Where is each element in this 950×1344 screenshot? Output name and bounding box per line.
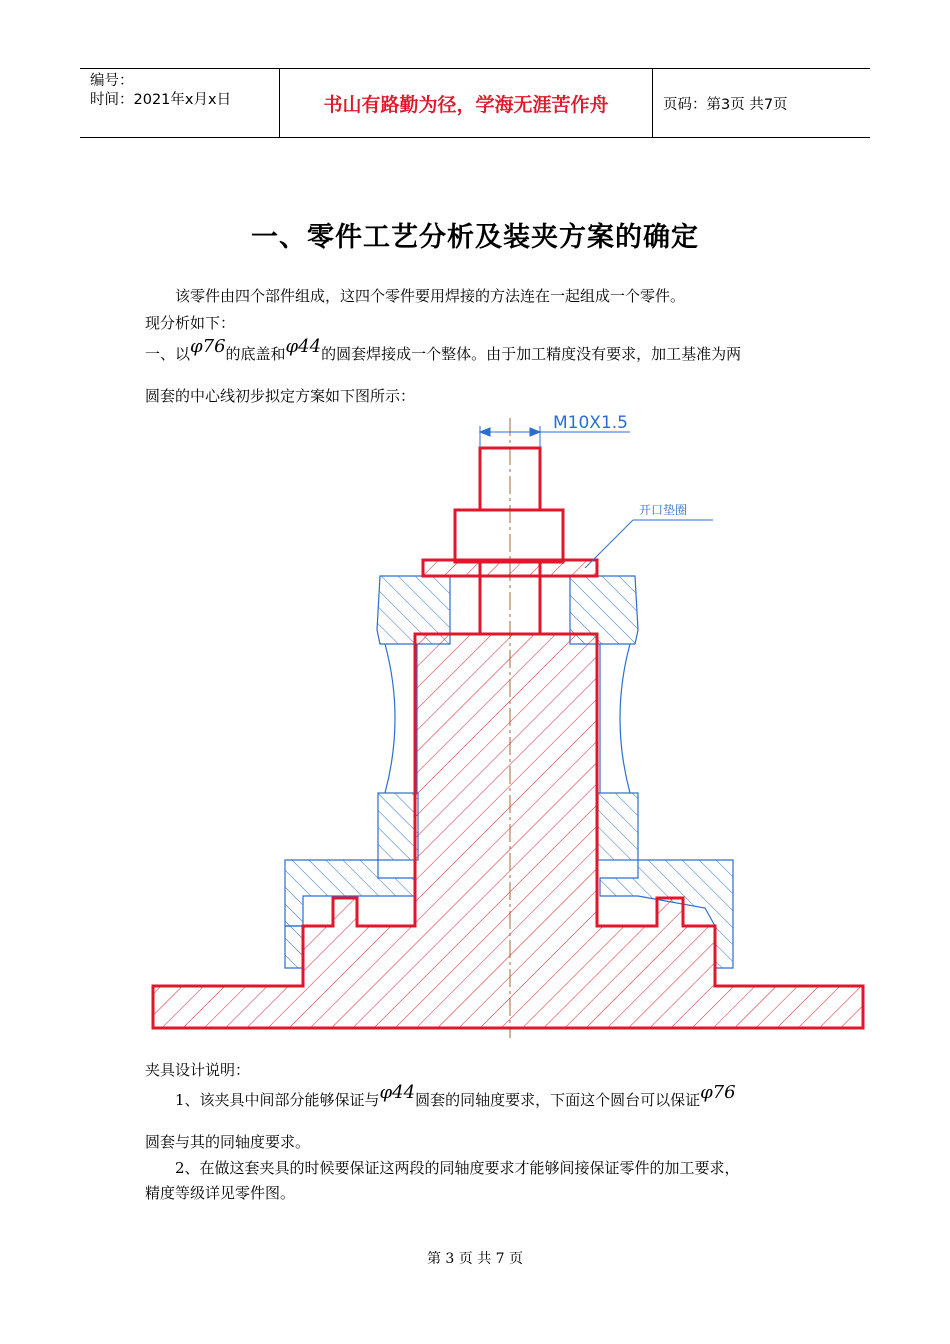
phi44-symbol: φ44 [285,336,322,357]
note-2-line-2: 精度等级详见零件图。 [145,1184,296,1202]
note-2-line-1: 2、在做这套夹具的时候要保证这两段的同轴度要求才能够间接保证零件的加工要求， [175,1159,740,1177]
body-curve-left [385,644,395,793]
intro-paragraph-1: 该零件由四个部件组成，这四个零件要用焊接的方法连在一起组成一个零件。 [175,287,686,305]
body-curve-right [620,644,630,793]
note-1-line-1 [175,1082,736,1110]
phi76-symbol: φ76 [190,336,226,357]
header-page-info: 页码：第3页 共7页 [663,96,788,113]
number-label: 编号： [90,73,134,89]
washer-leader [585,520,713,568]
thread-dimension-label: M10X1.5 [553,413,628,433]
text-run: 的底盖和 [225,345,286,363]
workpiece-body [153,634,863,1028]
header-motto: 书山有路勤为径，学海无涯苦作舟 [280,69,653,137]
text-run: 一、以 [145,345,191,363]
washer-label: 开口垫圈 [639,503,688,517]
fixture-drawing [145,408,870,1048]
mid-block-right [598,793,638,860]
note-1-line-2: 圆套与其的同轴度要求。 [145,1133,311,1151]
nut [455,510,563,562]
time-label: 时间：2021年x月x日 [90,92,232,108]
header-info-cell [80,69,280,137]
text-run: 1、该夹具中间部分能够保证与 [175,1091,380,1109]
text-run: 的圆套焊接成一个整体。由于加工精度没有要求，加工基准为两 [321,345,742,363]
phi76-symbol: φ76 [700,1082,736,1103]
notes-heading: 夹具设计说明： [145,1061,251,1079]
dim-arrow-left [480,428,490,436]
header-table [80,68,870,138]
workpiece [153,634,863,1028]
phi44-symbol: φ44 [379,1082,416,1103]
base-left-leg [285,926,303,968]
mid-block-left [378,793,418,860]
leader-line [585,520,633,568]
intro-paragraph-2: 现分析如下： [145,314,236,332]
intro-paragraph-3 [145,336,742,364]
page-footer: 第 3 页 共 7 页 [426,1251,524,1267]
intro-paragraph-4: 圆套的中心线初步拟定方案如下图所示： [145,387,416,405]
page-title: 一、零件工艺分析及装夹方案的确定 [251,222,699,253]
text-run: 圆套的同轴度要求，下面这个圆台可以保证 [415,1091,701,1109]
dim-arrow-right [530,428,540,436]
